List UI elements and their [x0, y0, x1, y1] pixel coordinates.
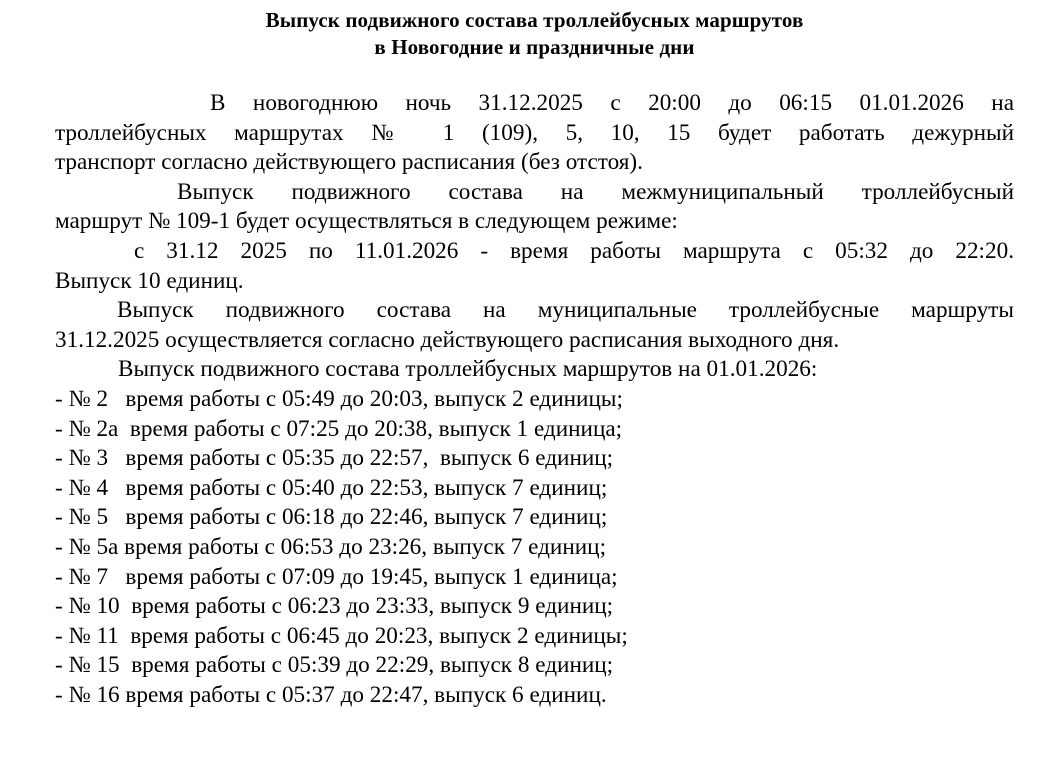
document-title	[55, 0, 1014, 61]
route-item-10: - № 10 время работы с 06:23 до 23:33, выпуск 9 единиц;	[55, 593, 614, 620]
paragraph-line: Выпуск подвижного состава троллейбусных маршрутов на 01.01.2026:	[118, 356, 818, 383]
title-line-1: Выпуск подвижного состава троллейбусных маршрутов	[265, 8, 804, 32]
document-page	[55, 0, 1014, 710]
route-item-11: - № 11 время работы с 06:45 до 20:23, выпуск 2 единицы;	[55, 622, 628, 649]
route-list	[55, 385, 1014, 711]
paragraph-route-109-1-schedule	[55, 237, 1014, 296]
route-item-5: - № 5 время работы с 06:18 до 22:46, выпуск 7 единиц;	[55, 504, 608, 531]
route-item-16: - № 16 время работы с 05:37 до 22:47, выпуск 6 единиц.	[55, 681, 607, 708]
route-item-7: - № 7 время работы с 07:09 до 19:45, выпуск 1 единица;	[55, 563, 618, 590]
route-item-4: - № 4 время работы с 05:40 до 22:53, выпуск 7 единиц;	[55, 474, 608, 501]
paragraph-routes-header	[55, 355, 1014, 385]
paragraph-line: маршрут № 109-1 будет осуществляться в следующем режиме:	[55, 208, 678, 235]
paragraph-line: троллейбусных маршрутах № 1 (109), 5, 10, 15 будет работать дежурный	[55, 119, 1014, 146]
document-body	[55, 89, 1014, 710]
paragraph-line: Выпуск подвижного состава на межмуниципальный троллейбусный	[177, 178, 1014, 205]
paragraph-line: Выпуск 10 единиц.	[55, 267, 244, 294]
paragraph-line: Выпуск подвижного состава на муниципальные троллейбусные маршруты	[117, 297, 1014, 324]
paragraph-line: с 31.12 2025 по 11.01.2026 - время работы маршрута с 05:32 до 22:20.	[134, 237, 1014, 264]
route-item-2a: - № 2а время работы с 07:25 до 20:38, выпуск 1 единица;	[55, 415, 623, 442]
route-item-2: - № 2 время работы с 05:49 до 20:03, выпуск 2 единицы;	[55, 385, 623, 412]
route-item-3: - № 3 время работы с 05:35 до 22:57, выпуск 6 единиц;	[55, 445, 614, 472]
paragraph-intermunicipal-route	[55, 178, 1014, 237]
title-line-2: в Новогодние и праздничные дни	[374, 35, 695, 59]
paragraph-municipal-routes	[55, 296, 1014, 355]
route-item-5a: - № 5а время работы с 06:53 до 23:26, выпуск 7 единиц;	[55, 533, 607, 560]
paragraph-line: транспорт согласно действующего расписания (без отстоя).	[55, 149, 643, 176]
paragraph-new-year-night	[55, 89, 1014, 178]
paragraph-line: 31.12.2025 осуществляется согласно действующего расписания выходного дня.	[55, 326, 840, 353]
paragraph-line: В новогоднюю ночь 31.12.2025 с 20:00 до 06:15 01.01.2026 на	[210, 90, 1014, 116]
route-item-15: - № 15 время работы с 05:39 до 22:29, выпуск 8 единиц;	[55, 652, 614, 679]
